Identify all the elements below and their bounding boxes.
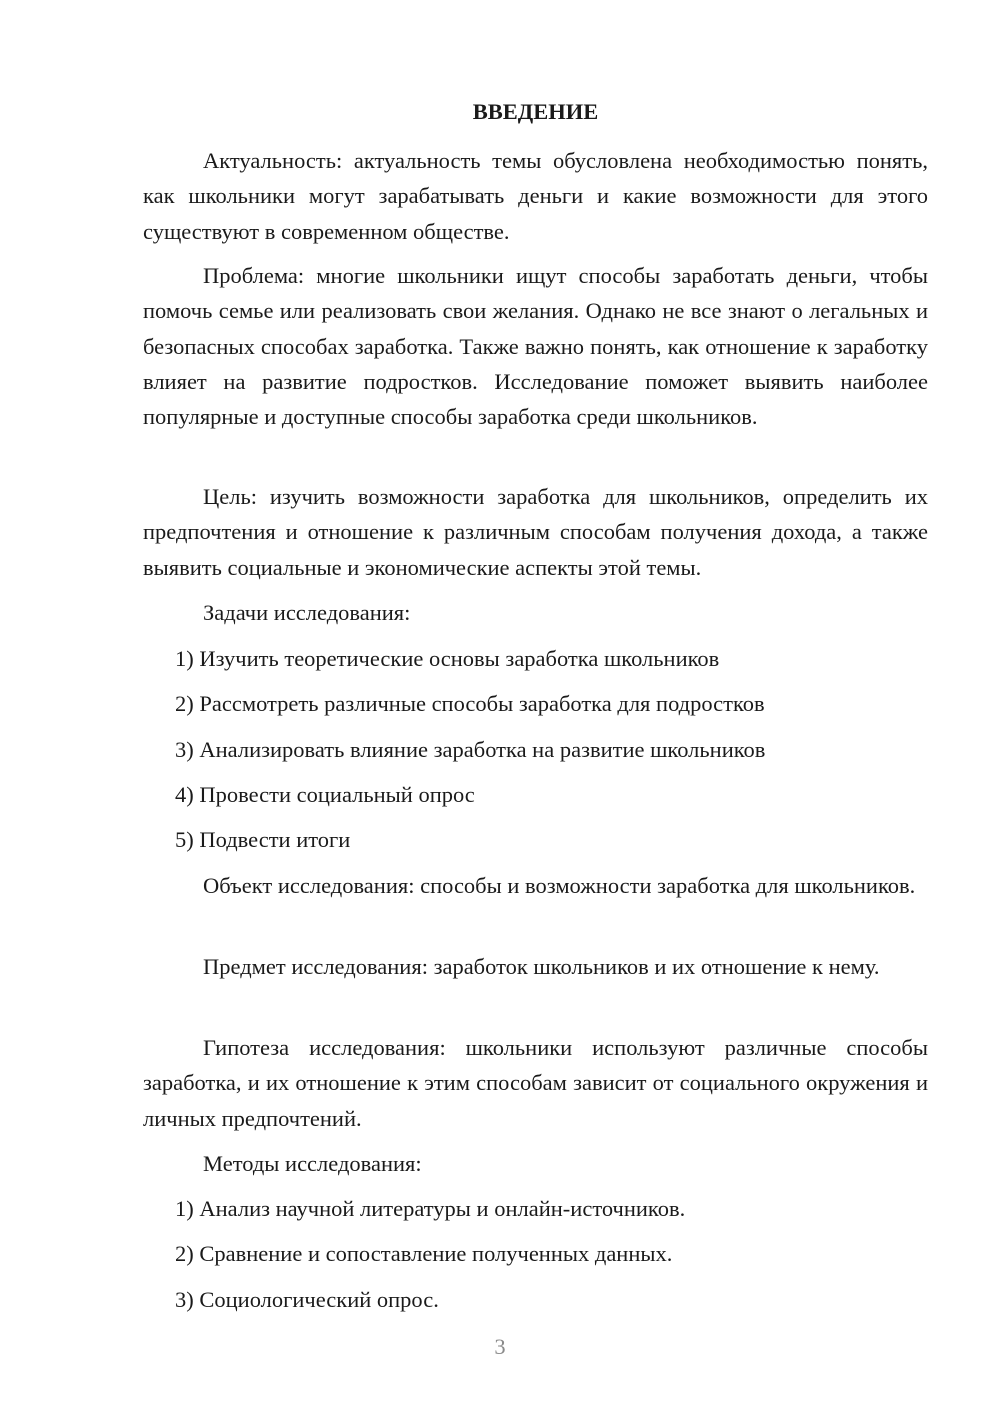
task-item: 4) Провести социальный опрос — [175, 782, 475, 807]
method-item: 1) Анализ научной литературы и онлайн-источников. — [175, 1196, 686, 1221]
paragraph-problem: Проблема: многие школьники ищут способы заработать деньги, чтобы помочь семье или реализовать свои желания. Однако не все знают о легальных и безопасных способах заработка. Также важно понять, как отношение к заработку влияет на развитие подростков. Исследование поможет выявить наиболее популярные и доступные способы заработка среди школьников. — [143, 263, 928, 430]
page-number: 3 — [494, 1334, 506, 1359]
task-item: 3) Анализировать влияние заработка на развитие школьников — [175, 737, 766, 762]
paragraph-subject: Предмет исследования: заработок школьников и их отношение к нему. — [203, 954, 880, 979]
task-item: 2) Рассмотреть различные способы заработка для подростков — [175, 691, 765, 716]
methods-heading: Методы исследования: — [203, 1151, 422, 1176]
task-item: 1) Изучить теоретические основы заработка школьников — [175, 646, 720, 671]
tasks-heading: Задачи исследования: — [203, 600, 411, 625]
method-item: 3) Социологический опрос. — [175, 1287, 439, 1312]
paragraph-goal: Цель: изучить возможности заработка для школьников, определить их предпочтения и отношение к различным способам получения дохода, а также выявить социальные и экономические аспекты этой темы. — [143, 484, 928, 580]
page-title: ВВЕДЕНИЕ — [472, 99, 599, 124]
paragraph-relevance: Актуальность: актуальность темы обусловлена необходимостью понять, как школьники могут зарабатывать деньги и какие возможности для этого существуют в современном обществе. — [143, 148, 928, 244]
method-item: 2) Сравнение и сопоставление полученных данных. — [175, 1241, 673, 1266]
paragraph-object: Объект исследования: способы и возможности заработка для школьников. — [203, 873, 916, 898]
task-item: 5) Подвести итоги — [175, 827, 351, 852]
paragraph-hypothesis: Гипотеза исследования: школьники используют различные способы заработка, и их отношение к этим способам зависит от социального окружения и личных предпочтений. — [143, 1035, 928, 1131]
